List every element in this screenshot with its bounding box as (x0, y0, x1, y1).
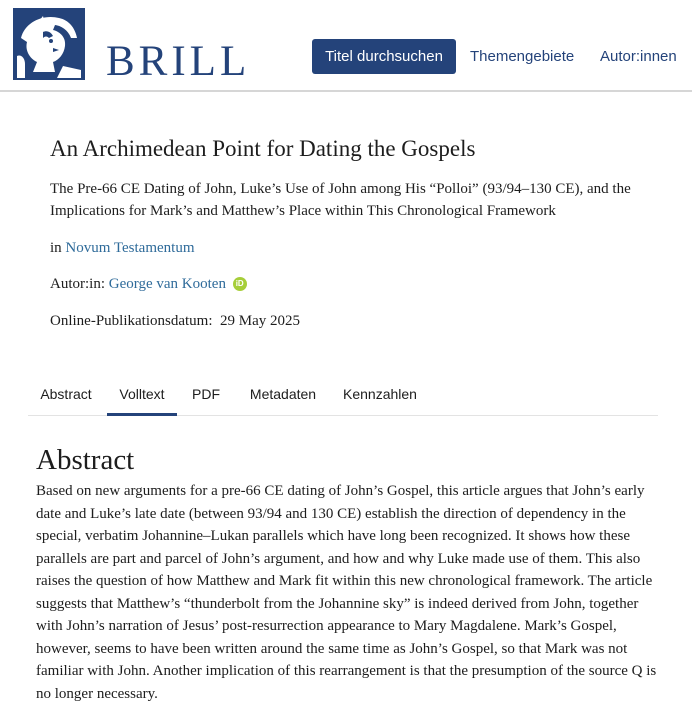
abstract-heading: Abstract (36, 444, 135, 476)
nav-link-themengebiete[interactable]: Themengebiete (470, 48, 575, 65)
journal-link[interactable]: Novum Testamentum (65, 240, 195, 256)
journal-line (50, 238, 195, 258)
brand-name[interactable]: BRILL (106, 38, 251, 85)
publication-date-line (50, 311, 300, 331)
site-header (0, 0, 692, 92)
tab-abstract[interactable]: Abstract (40, 386, 92, 402)
author-label: Autor:in: (50, 276, 105, 292)
tab-kennzahlen[interactable]: Kennzahlen (343, 386, 417, 402)
author-line (50, 274, 247, 294)
abstract-text: Based on new arguments for a pre-66 CE dating of John’s Gospel, this article argues that John’s early date and Luke’s late date (between 93/94 and 130 CE) establish the direction of dependency in the special, verbatim Johannine–Lukan parallels which have long been recognized. It shows how these parallels are part and parcel of John’s argument, and how and why Luke made use of them. This also raises the question of how Matthew and Mark fit within this new chronological framework. The article suggests that Matthew’s “thunderbolt from the Johannine sky” is indeed derived from John, together with John’s narration of Jesus’ post-resurrection appearance to Mary Magdalene. Mark’s Gospel, however, seems to have been written around the same time as John’s Gospel, so that Mark was not familiar with John. Another implication of this rearrangement is that the presumption of the source Q is no longer necessary. (36, 483, 657, 702)
in-label: in (50, 240, 62, 256)
article-title: An Archimedean Point for Dating the Gospels (50, 136, 476, 161)
tab-pdf[interactable]: PDF (192, 386, 220, 402)
brill-logo-icon[interactable] (13, 8, 85, 80)
search-titles-button[interactable]: Titel durchsuchen (312, 39, 456, 74)
article-tabs (28, 374, 658, 416)
tab-metadaten[interactable]: Metadaten (249, 386, 317, 402)
orcid-icon[interactable]: iD (233, 277, 247, 291)
nav-link-autorinnen[interactable]: Autor:innen (600, 48, 677, 65)
publication-date: 29 May 2025 (220, 313, 300, 329)
tab-volltext[interactable]: Volltext (107, 374, 177, 416)
article-subtitle: The Pre-66 CE Dating of John, Luke’s Use of John among His “Polloi” (93/94–130 CE), and the Implications for Mark’s and Matthew’s Place within This Chronological Framework (50, 181, 631, 219)
date-label: Online-Publikationsdatum: (50, 313, 213, 329)
author-link[interactable]: George van Kooten (108, 276, 226, 292)
